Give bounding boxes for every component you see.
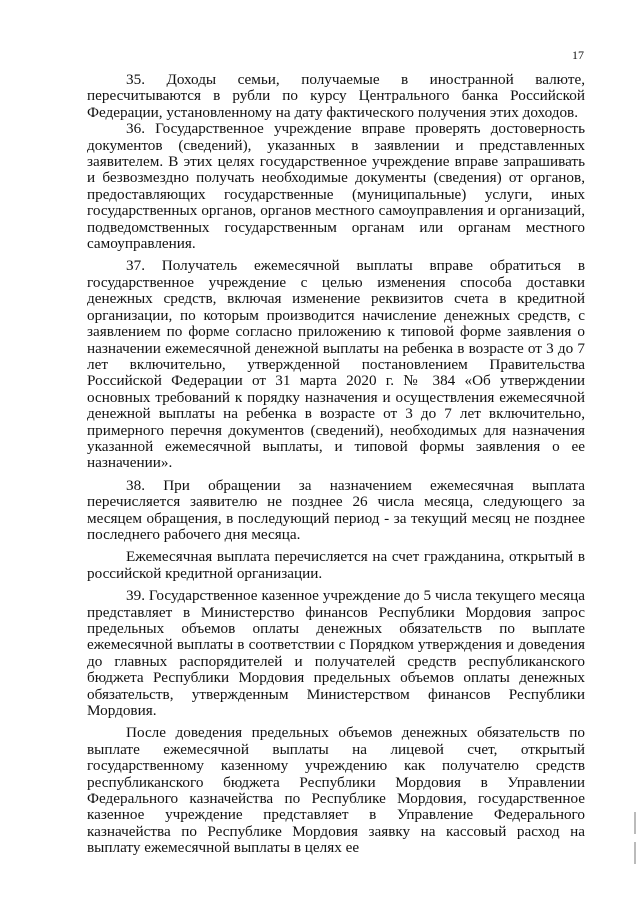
- paragraph-36: 36. Государственное учреждение вправе проверять достоверность документов (сведений), указанных в заявлении и представленных заявителем. В этих целях государственное учреждение вправе запрашивать и безвозмездно получать необходимые документы (сведения) от органов, предоставляющих государственные (муниципальные) услуги, иных государственных органов, органов местного самоуправления и организаций, подведомственных государственным органам или органам местного самоуправления.: [87, 120, 585, 253]
- paragraph-39: 39. Государственное казенное учреждение до 5 числа текущего месяца представляет в Министерство финансов Республики Мордовия запрос предельных объемов оплаты денежных обязательств по выплате ежемесячной выплаты в соответствии с Порядком утверждения и доведения до главных распорядителей и получателей средств республиканского бюджета Республики Мордовия предельных объемов оплаты денежных обязательств, утвержденным Министерством финансов Республики Мордовия.: [87, 587, 585, 720]
- scan-edge-mark: [634, 812, 636, 834]
- page-number: 17: [572, 48, 584, 62]
- paragraph-38-continuation: Ежемесячная выплата перечисляется на счет гражданина, открытый в российской кредитной организации.: [87, 548, 585, 582]
- paragraph-38: 38. При обращении за назначением ежемесячная выплата перечисляется заявителю не позднее 26 числа месяца, следующего за месяцем обращения, в последующий период - за текущий месяц не позднее последнего рабочего дня месяца.: [87, 476, 585, 543]
- document-body: [87, 72, 585, 857]
- paragraph-37: 37. Получатель ежемесячной выплаты вправе обратиться в государственное учреждение с целью изменения способа доставки денежных средств, включая изменение реквизитов счета в кредитной организации, по которым производится начисление денежных средств, с заявлением по форме согласно приложению к типовой форме заявления о назначении ежемесячной денежной выплаты на ребенка в возрасте от 3 до 7 лет включительно, утвержденной постановлением Правительства Российской Федерации от 31 марта 2020 г. № 384 «Об утверждении основных требований к порядку назначения и осуществления ежемесячной денежной выплаты на ребенка в возрасте от 3 до 7 лет включительно, примерного перечня документов (сведений), необходимых для назначения указанной ежемесячной выплаты, и типовой формы заявления о ее назначении».: [87, 257, 585, 472]
- scan-edge-mark: [634, 842, 636, 864]
- paragraph-39-continuation: После доведения предельных объемов денежных обязательств по выплате ежемесячной выплаты на лицевой счет, открытый государственному казенному учреждению как получателю средств республиканского бюджета Республики Мордовия в Управлении Федерального казначейства по Республике Мордовия, государственное казенное учреждение представляет в Управление Федерального казначейства по Республике Мордовия заявку на кассовый расход на выплату ежемесячной выплаты в целях ее: [87, 724, 585, 857]
- paragraph-35: 35. Доходы семьи, получаемые в иностранной валюте, пересчитываются в рубли по курсу Центрального банка Российской Федерации, установленному на дату фактического получения этих доходов.: [87, 71, 585, 121]
